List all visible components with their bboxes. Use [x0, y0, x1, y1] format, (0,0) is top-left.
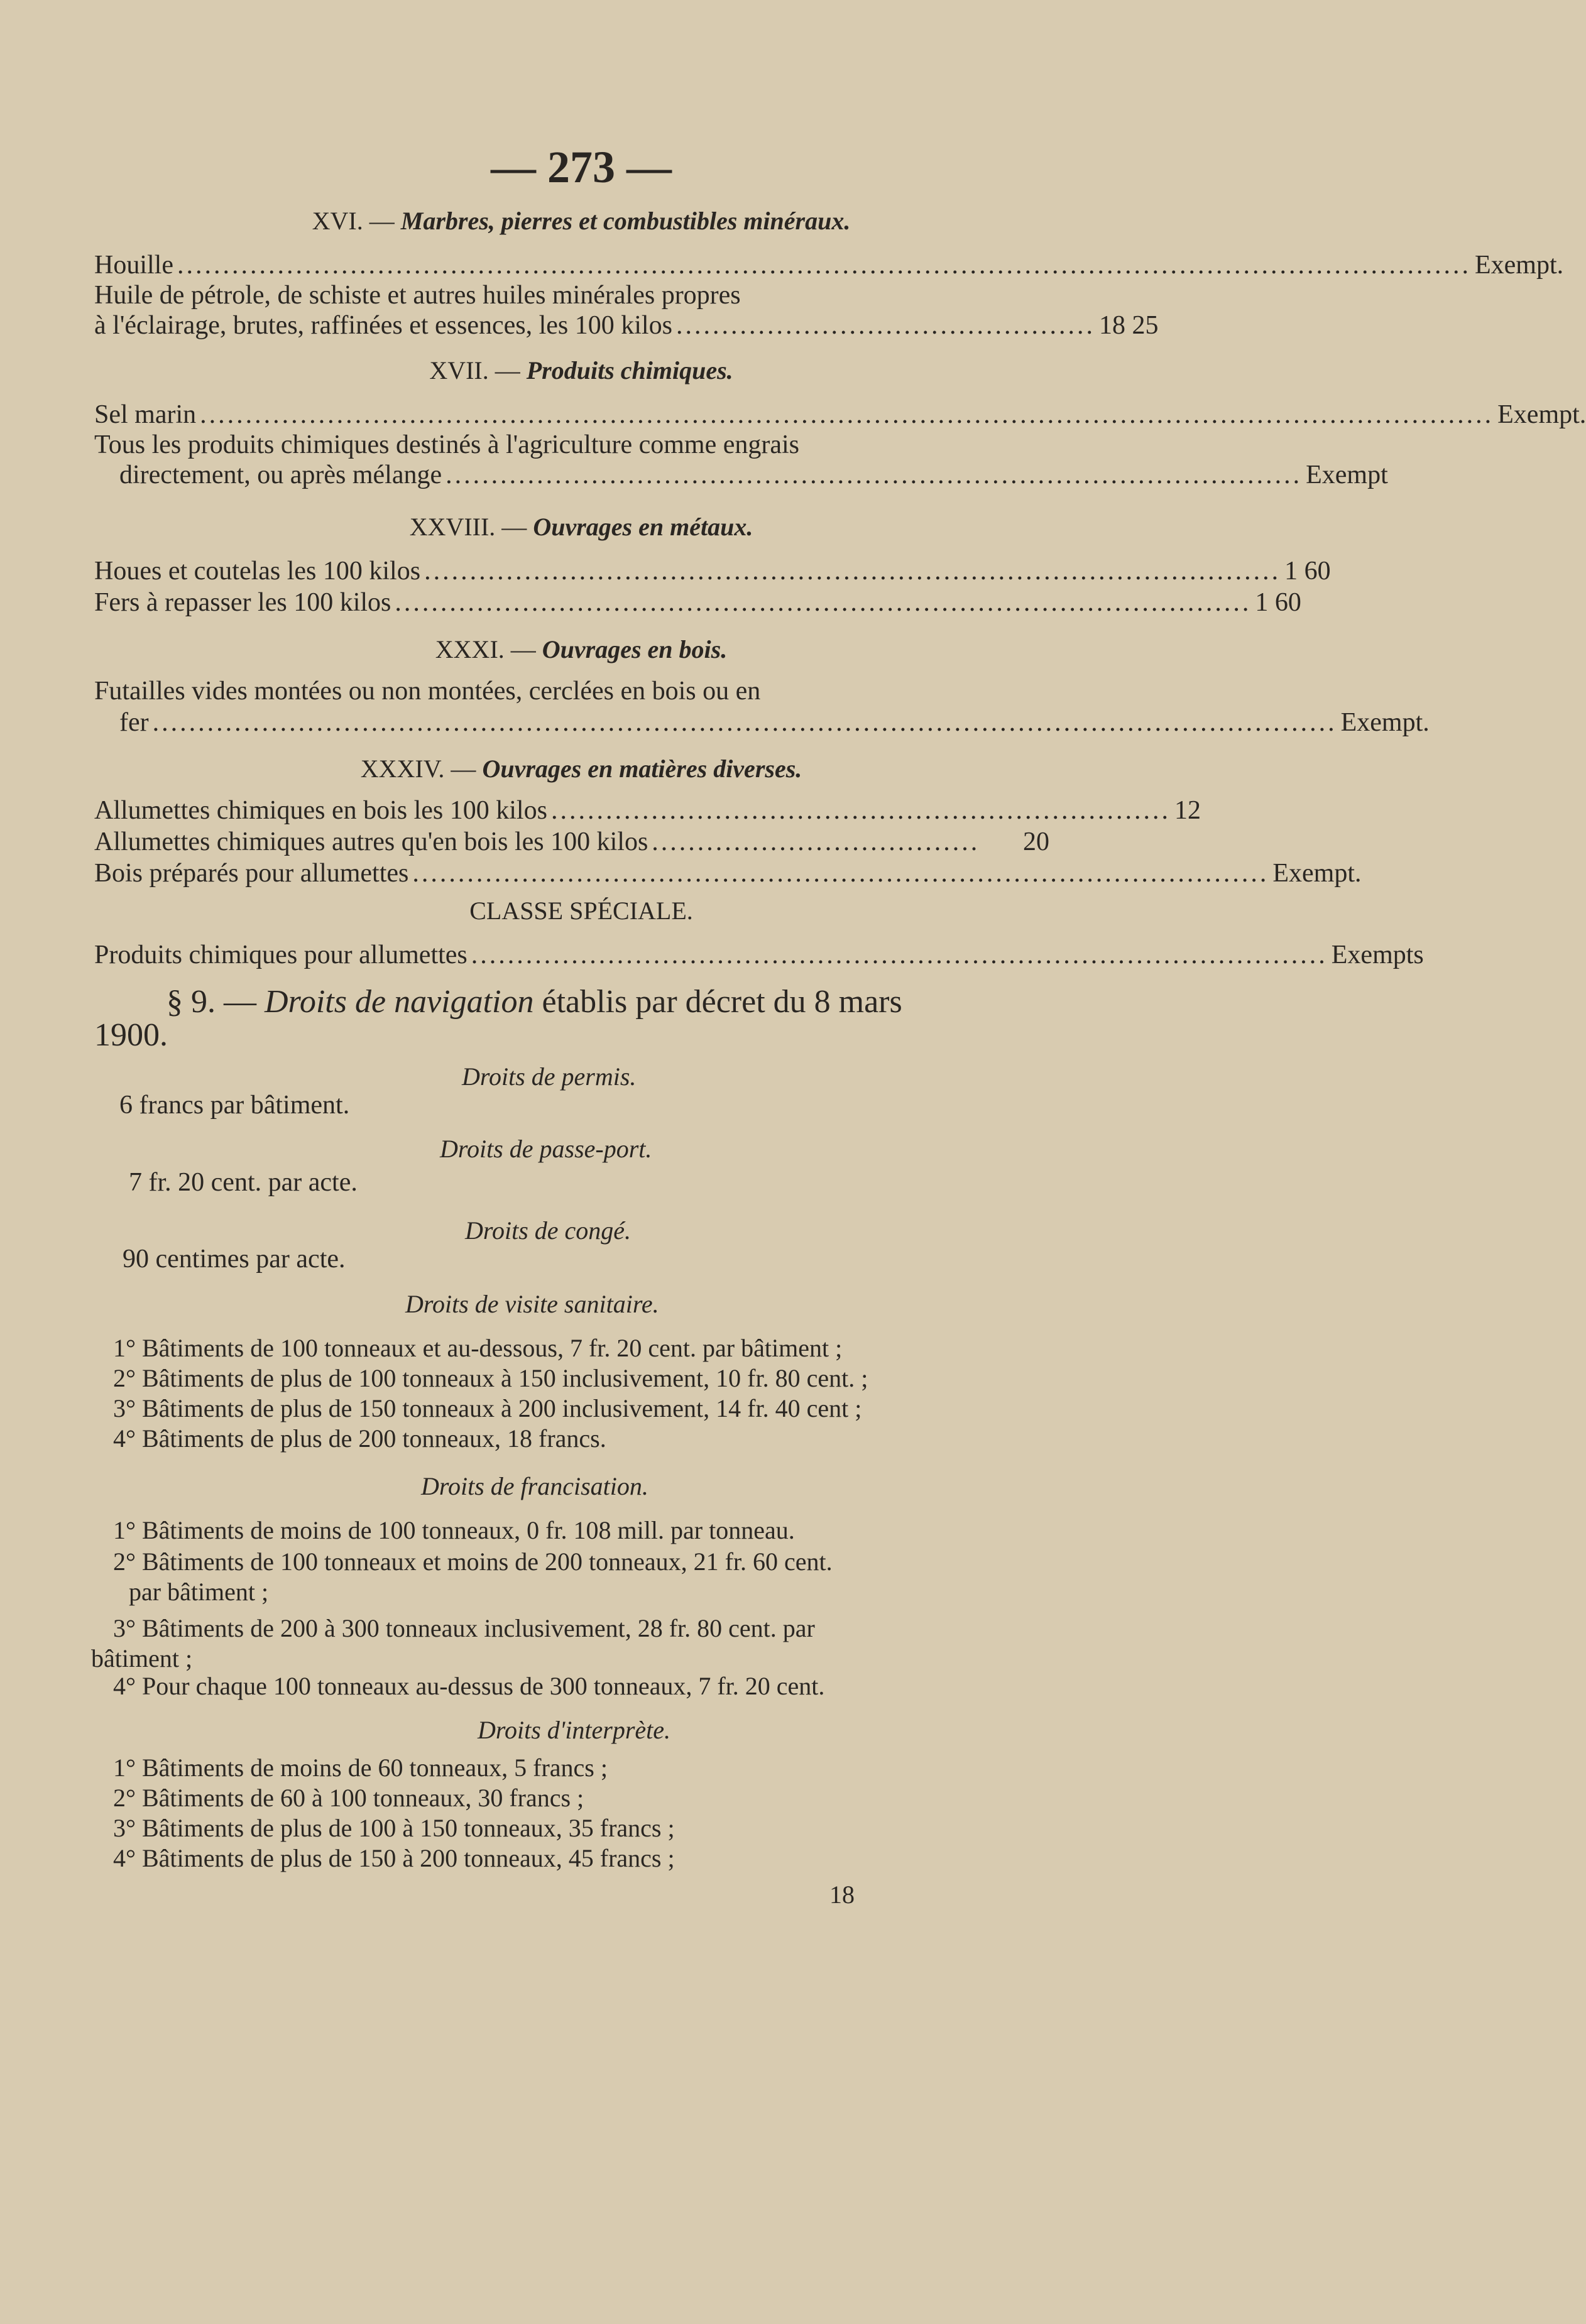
list-item: 2° Bâtiments de 60 à 100 tonneaux, 30 francs ;	[113, 1784, 584, 1812]
tariff-row-allumettes-bois: Allumettes chimiques en bois les 100 kilos .................................................................... 12	[94, 796, 1201, 825]
tariff-row-futailles: fer .................................................................................................................................. Exempt.	[119, 708, 1430, 737]
list-item: 3° Bâtiments de plus de 150 tonneaux à 200 inclusivement, 14 fr. 40 cent ;	[113, 1394, 862, 1422]
tariff-row-sel: Sel marin .............................................................................................................................................. Exempt.	[94, 400, 1586, 429]
list-item: 4° Bâtiments de plus de 200 tonneaux, 18 francs.	[113, 1424, 606, 1453]
list-item: 2° Bâtiments de plus de 100 tonneaux à 150 inclusivement, 10 fr. 80 cent. ;	[113, 1364, 868, 1392]
list-item: 3° Bâtiments de 200 à 300 tonneaux inclusivement, 28 fr. 80 cent. par	[113, 1614, 815, 1642]
tariff-text-futailles: Futailles vides montées ou non montées, cerclées en bois ou en	[94, 677, 761, 706]
tariff-row-houes: Houes et coutelas les 100 kilos .............................................................................................. 1 60	[94, 557, 1331, 586]
subheading-francisation: Droits de francisation.	[421, 1472, 648, 1500]
text-passeport: 7 fr. 20 cent. par acte.	[129, 1168, 358, 1197]
subheading-interprete: Droits d'interprète.	[478, 1716, 671, 1744]
section-heading-xxxi: XXXI. — Ouvrages en bois.	[435, 635, 728, 663]
list-item: 1° Bâtiments de moins de 100 tonneaux, 0 fr. 108 mill. par tonneau.	[113, 1516, 795, 1544]
list-item: 1° Bâtiments de moins de 60 tonneaux, 5 francs ;	[113, 1754, 608, 1782]
paragraph-heading-s9: § 9. — Droits de navigation établis par décret du 8 mars	[167, 984, 902, 1020]
list-item: 4° Bâtiments de plus de 150 à 200 tonneaux, 45 francs ;	[113, 1844, 675, 1872]
tariff-row-houille: Houille .............................................................................................................................................. Exempt.	[94, 251, 1564, 280]
subheading-passeport: Droits de passe-port.	[440, 1135, 652, 1163]
list-item: 4° Pour chaque 100 tonneaux au-dessus de 300 tonneaux, 7 fr. 20 cent.	[113, 1672, 825, 1700]
section-heading-xxxiv: XXXIV. — Ouvrages en matières diverses.	[360, 755, 802, 783]
tariff-row-produits-allumettes: Produits chimiques pour allumettes .............................................................................................. Exempts	[94, 941, 1424, 969]
tariff-row-bois-prepares: Bois préparés pour allumettes .............................................................................................. Exempt.	[94, 859, 1362, 888]
section-heading-xxviii: XXVIII. — Ouvrages en métaux.	[409, 513, 753, 541]
section-heading-speciale: CLASSE SPÉCIALE.	[469, 897, 693, 925]
tariff-text-huile: Huile de pétrole, de schiste et autres huiles minérales propres	[94, 281, 741, 310]
section-heading-xvi	[0, 206, 1162, 236]
section-number: XVI. —	[312, 207, 395, 235]
paragraph-heading-year: 1900.	[94, 1017, 168, 1053]
list-item-continuation: par bâtiment ;	[129, 1578, 269, 1606]
tariff-row-tous: directement, ou après mélange .............................................................................................. Exempt	[119, 461, 1388, 489]
tariff-row-allumettes-autres: Allumettes chimiques autres qu'en bois les 100 kilos .................................... 20	[94, 827, 1049, 856]
tariff-text-tous: Tous les produits chimiques destinés à l'agriculture comme engrais	[94, 430, 800, 459]
subheading-conge: Droits de congé.	[465, 1216, 632, 1245]
section-title: Marbres, pierres et combustibles minéraux.	[400, 207, 851, 235]
list-item: 1° Bâtiments de 100 tonneaux et au-dessous, 7 fr. 20 cent. par bâtiment ;	[113, 1334, 843, 1362]
page-number: — 273 —	[491, 142, 672, 192]
list-item-continuation: bâtiment ;	[91, 1644, 193, 1672]
section-heading-xvii: XVII. — Produits chimiques.	[429, 356, 733, 385]
tariff-row-fers: Fers à repasser les 100 kilos .............................................................................................. 1 60	[94, 588, 1301, 617]
list-item: 2° Bâtiments de 100 tonneaux et moins de 200 tonneaux, 21 fr. 60 cent.	[113, 1547, 833, 1576]
subheading-permis: Droits de permis.	[462, 1062, 637, 1091]
text-conge: 90 centimes par acte.	[123, 1245, 346, 1274]
list-item: 3° Bâtiments de plus de 100 à 150 tonneaux, 35 francs ;	[113, 1814, 675, 1842]
subheading-visite: Droits de visite sanitaire.	[405, 1290, 659, 1318]
tariff-row-huile: à l'éclairage, brutes, raffinées et essences, les 100 kilos .............................................. 18 25	[94, 311, 1159, 340]
text-permis: 6 francs par bâtiment.	[119, 1091, 350, 1120]
signature-mark: 18	[829, 1880, 855, 1909]
